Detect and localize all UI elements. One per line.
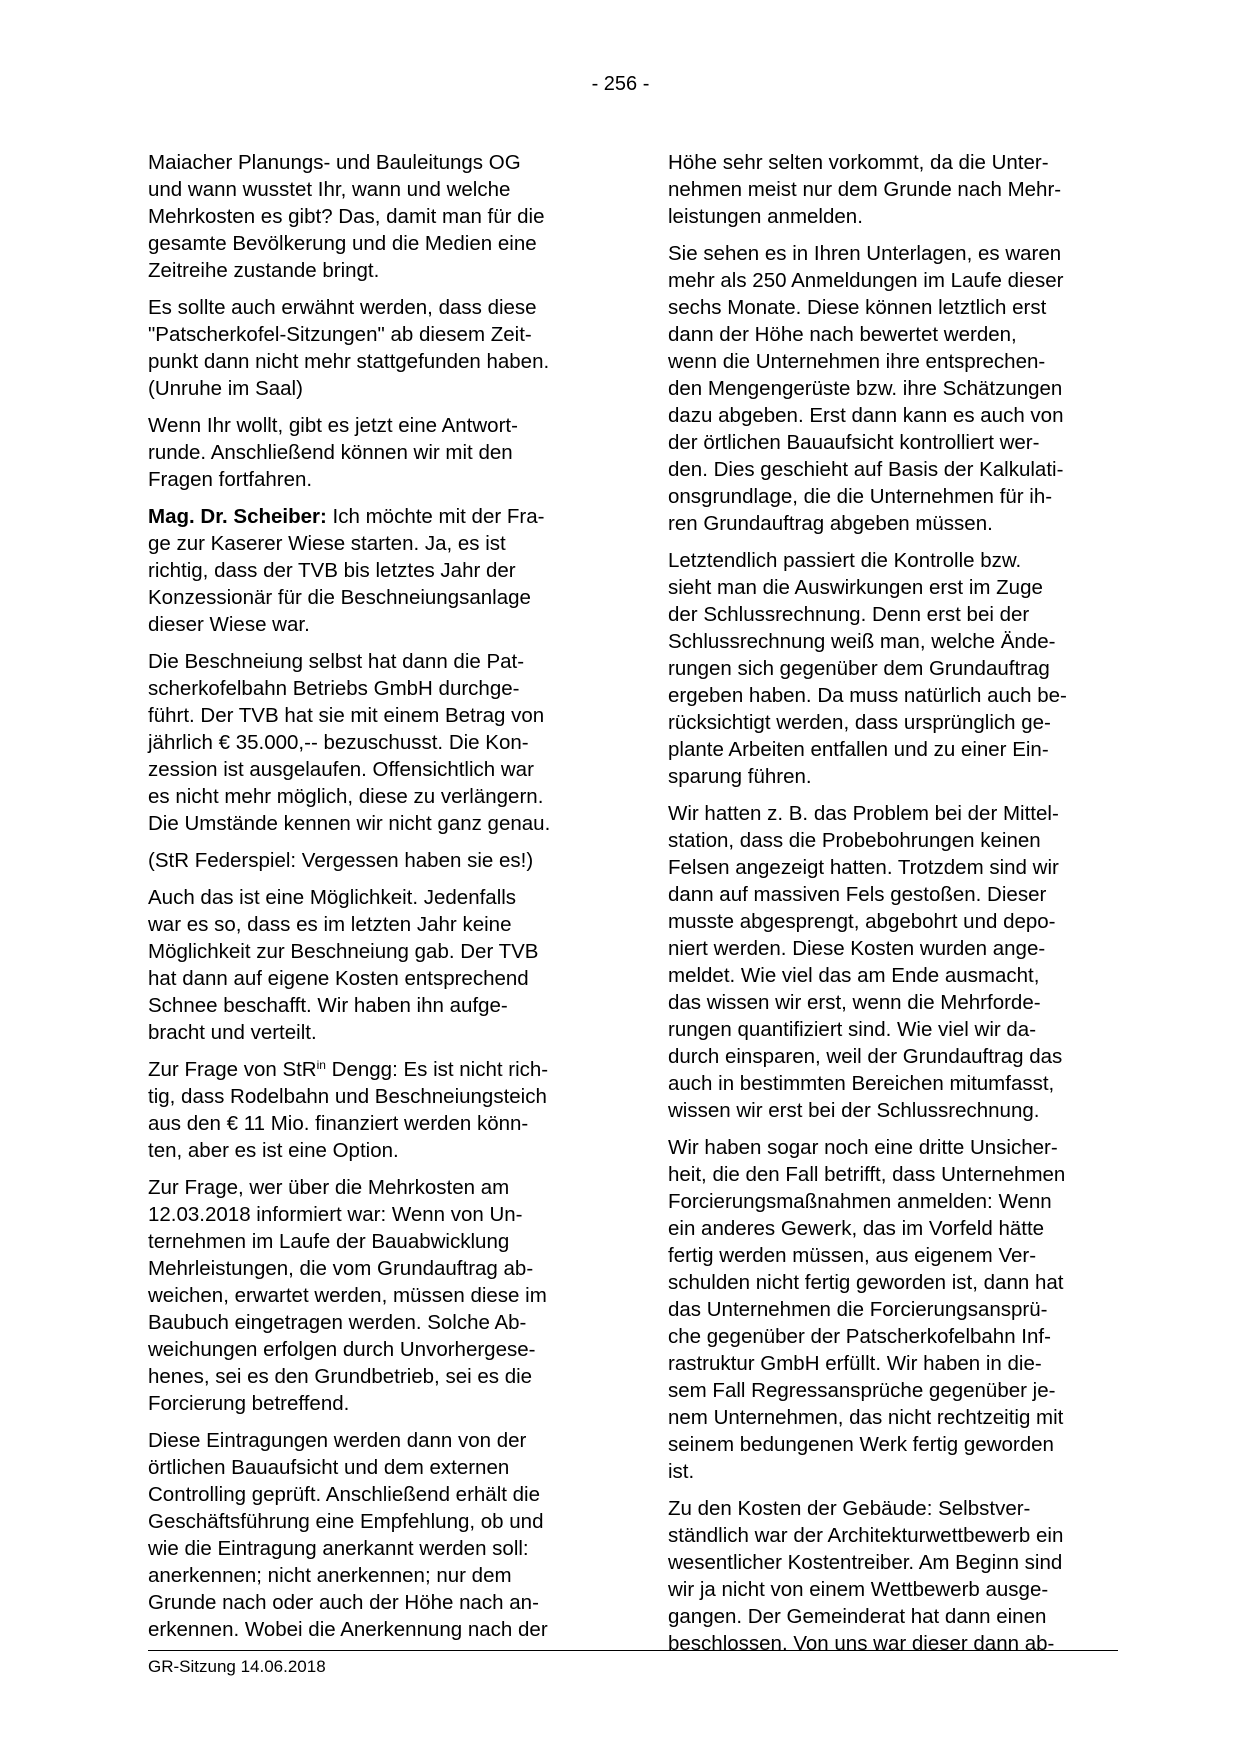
text-line: ständlich war der Architekturwettbewerb ein [668, 1524, 1064, 1547]
text-line: Wir hatten z. B. das Problem bei der Mittel- [668, 802, 1059, 825]
text-line: wenn die Unternehmen ihre entsprechen- [668, 350, 1046, 373]
text-line: anerkennen; nicht anerkennen; nur dem [148, 1564, 512, 1587]
text-line: auch in bestimmten Bereichen mitumfasst, [668, 1072, 1055, 1095]
text-line: leistungen anmelden. [668, 205, 863, 228]
text-line: plante Arbeiten entfallen und zu einer Ein- [668, 738, 1049, 761]
text-line: heit, die den Fall betrifft, dass Unternehmen [668, 1163, 1066, 1186]
text-line: nem Unternehmen, das nicht rechtzeitig mit [668, 1406, 1064, 1429]
text-line: rastruktur GmbH erfüllt. Wir haben in die- [668, 1352, 1042, 1375]
text-line: schulden nicht fertig geworden ist, dann hat [668, 1271, 1064, 1294]
text-line: gesamte Bevölkerung und die Medien eine [148, 232, 537, 255]
text-line: Forcierungsmaßnahmen anmelden: Wenn [668, 1190, 1052, 1213]
text-line: Geschäftsführung eine Empfehlung, ob und [148, 1510, 544, 1533]
paragraph [148, 412, 600, 493]
text-span: Dengg: Es ist nicht rich- [325, 1058, 549, 1081]
text-line: wesentlicher Kostentreiber. Am Beginn sind [668, 1551, 1063, 1574]
text-line: dieser Wiese war. [148, 613, 310, 636]
text-line: punkt dann nicht mehr stattgefunden haben. [148, 350, 550, 373]
text-line: (Unruhe im Saal) [148, 377, 303, 400]
text-line: bracht und verteilt. [148, 1021, 317, 1044]
text-line: "Patscherkofel-Sitzungen" ab diesem Zeit- [148, 323, 532, 346]
text-line: Wir haben sogar noch eine dritte Unsicher- [668, 1136, 1058, 1159]
text-line: Maiacher Planungs- und Bauleitungs OG [148, 151, 521, 174]
paragraph [148, 1056, 600, 1164]
text-line: runde. Anschließend können wir mit den [148, 441, 513, 464]
text-line: Grunde nach oder auch der Höhe nach an- [148, 1591, 539, 1614]
text-line: scherkofelbahn Betriebs GmbH durchge- [148, 677, 520, 700]
text-line: Sie sehen es in Ihren Unterlagen, es waren [668, 242, 1062, 265]
page-number: - 256 - [591, 73, 650, 95]
text-line: onsgrundlage, die die Unternehmen für ih- [668, 485, 1053, 508]
text-line: 12.03.2018 informiert war: Wenn von Un- [148, 1203, 523, 1226]
text-line: station, dass die Probebohrungen keinen [668, 829, 1041, 852]
paragraph [148, 648, 600, 837]
text-line: ergeben haben. Da muss natürlich auch be- [668, 684, 1067, 707]
text-line: das wissen wir erst, wenn die Mehrforde- [668, 991, 1041, 1014]
paragraph [148, 294, 600, 402]
text-line: Die Beschneiung selbst hat dann die Pat- [148, 650, 525, 673]
text-line: henes, sei es den Grundbetrieb, sei es die [148, 1365, 533, 1388]
paragraph [668, 240, 1120, 537]
text-line: Mehrkosten es gibt? Das, damit man für die [148, 205, 545, 228]
text-line: den Mengengerüste bzw. ihre Schätzungen [668, 377, 1063, 400]
text-line: Controlling geprüft. Anschließend erhält die [148, 1483, 541, 1506]
text-line: Felsen angezeigt hatten. Trotzdem sind wir [668, 856, 1059, 879]
text-line: wie die Eintragung anerkannt werden soll: [148, 1537, 529, 1560]
text-line: Schlussrechnung weiß man, welche Ände- [668, 630, 1056, 653]
text-span: Ich möchte mit der Fra- [326, 505, 545, 528]
text-line: Konzessionär für die Beschneiungsanlage [148, 586, 531, 609]
paragraph [668, 800, 1120, 1124]
text-line: Baubuch eingetragen werden. Solche Ab- [148, 1311, 527, 1334]
paragraph [148, 503, 600, 638]
text-line: fertig werden müssen, aus eigenem Ver- [668, 1244, 1037, 1267]
paragraph [668, 1495, 1120, 1657]
text-line: sem Fall Regressansprüche gegenüber je- [668, 1379, 1056, 1402]
text-line: es nicht mehr möglich, diese zu verlängern. [148, 785, 544, 808]
text-line: weichen, erwartet werden, müssen diese im [148, 1284, 547, 1307]
text-line: rücksichtigt werden, dass ursprünglich ge- [668, 711, 1051, 734]
text-line: Die Umstände kennen wir nicht ganz genau. [148, 812, 551, 835]
text-line: erkennen. Wobei die Anerkennung nach der [148, 1618, 548, 1641]
text-line: jährlich € 35.000,-- bezuschusst. Die Kon- [148, 731, 529, 754]
paragraph [148, 884, 600, 1046]
text-line: Zu den Kosten der Gebäude: Selbstver- [668, 1497, 1031, 1520]
text-line: örtlichen Bauaufsicht und dem externen [148, 1456, 510, 1479]
text-line: ternehmen im Laufe der Bauabwicklung [148, 1230, 510, 1253]
text-line: Möglichkeit zur Beschneiung gab. Der TVB [148, 940, 539, 963]
text-line: Zeitreihe zustande bringt. [148, 259, 380, 282]
text-line: ren Grundauftrag abgeben müssen. [668, 512, 993, 535]
text-line: Auch das ist eine Möglichkeit. Jedenfalls [148, 886, 517, 909]
text-line: Letztendlich passiert die Kontrolle bzw. [668, 549, 1022, 572]
text-line: richtig, dass der TVB bis letztes Jahr der [148, 559, 516, 582]
text-line: ge zur Kaserer Wiese starten. Ja, es ist [148, 532, 506, 555]
text-span: Zur Frage von StR [148, 1058, 317, 1081]
text-line: che gegenüber der Patscherkofelbahn Inf- [668, 1325, 1051, 1348]
paragraph [148, 1174, 600, 1417]
text-line: aus den € 11 Mio. finanziert werden könn- [148, 1112, 529, 1135]
left-text-column [148, 149, 600, 1653]
paragraph [148, 847, 600, 874]
text-line: Mehrleistungen, die vom Grundauftrag ab- [148, 1257, 534, 1280]
text-line: das Unternehmen die Forcierungsansprü- [668, 1298, 1048, 1321]
text-line: Forcierung betreffend. [148, 1392, 350, 1415]
text-line: Wenn Ihr wollt, gibt es jetzt eine Antwort- [148, 414, 518, 437]
text-line: zession ist ausgelaufen. Offensichtlich war [148, 758, 534, 781]
text-line: sieht man die Auswirkungen erst im Zuge [668, 576, 1043, 599]
text-line: nehmen meist nur dem Grunde nach Mehr- [668, 178, 1062, 201]
text-line: der Schlussrechnung. Denn erst bei der [668, 603, 1030, 626]
text-line: mehr als 250 Anmeldungen im Laufe dieser [668, 269, 1064, 292]
text-line: dazu abgeben. Erst dann kann es auch von [668, 404, 1064, 427]
text-line: Es sollte auch erwähnt werden, dass diese [148, 296, 537, 319]
speaker-name: Mag. Dr. Scheiber: [148, 505, 327, 528]
text-line: war es so, dass es im letzten Jahr keine [148, 913, 512, 936]
text-line: (StR Federspiel: Vergessen haben sie es!) [148, 849, 534, 872]
text-line: durch einsparen, weil der Grundauftrag das [668, 1045, 1063, 1068]
text-line: Schnee beschafft. Wir haben ihn aufge- [148, 994, 508, 1017]
text-line: Fragen fortfahren. [148, 468, 313, 491]
text-line: und wann wusstet Ihr, wann und welche [148, 178, 511, 201]
paragraph [668, 149, 1120, 230]
text-line: sparung führen. [668, 765, 812, 788]
text-line: rungen sich gegenüber dem Grundauftrag [668, 657, 1050, 680]
text-line: meldet. Wie viel das am Ende ausmacht, [668, 964, 1040, 987]
footer-session-date: GR-Sitzung 14.06.2018 [148, 1657, 326, 1676]
footer-divider [148, 1650, 1118, 1651]
text-line: seinem bedungenen Werk fertig geworden [668, 1433, 1054, 1456]
text-line: ten, aber es ist eine Option. [148, 1139, 399, 1162]
text-line: musste abgesprengt, abgebohrt und depo- [668, 910, 1056, 933]
paragraph [148, 1427, 600, 1643]
paragraph [668, 547, 1120, 790]
text-line: gangen. Der Gemeinderat hat dann einen [668, 1605, 1047, 1628]
text-line [148, 503, 600, 530]
text-line: beschlossen. Von uns war dieser dann ab- [668, 1632, 1055, 1655]
superscript: in [316, 1058, 326, 1072]
text-line: tig, dass Rodelbahn und Beschneiungsteich [148, 1085, 547, 1108]
text-line: hat dann auf eigene Kosten entsprechend [148, 967, 529, 990]
text-line: Diese Eintragungen werden dann von der [148, 1429, 527, 1452]
text-line: weichungen erfolgen durch Unvorhergese- [148, 1338, 536, 1361]
text-line: Zur Frage, wer über die Mehrkosten am [148, 1176, 510, 1199]
text-line: wir ja nicht von einem Wettbewerb ausge- [668, 1578, 1049, 1601]
text-line: ist. [668, 1460, 695, 1483]
text-line: ein anderes Gewerk, das im Vorfeld hätte [668, 1217, 1045, 1240]
text-line [148, 1056, 600, 1083]
right-text-column [668, 149, 1120, 1667]
text-line: niert werden. Diese Kosten wurden ange- [668, 937, 1046, 960]
text-line: sechs Monate. Diese können letztlich erst [668, 296, 1047, 319]
text-line: Höhe sehr selten vorkommt, da die Unter- [668, 151, 1049, 174]
paragraph [668, 1134, 1120, 1485]
text-line: führt. Der TVB hat sie mit einem Betrag von [148, 704, 545, 727]
paragraph [148, 149, 600, 284]
text-line: den. Dies geschieht auf Basis der Kalkulati- [668, 458, 1064, 481]
text-line: wissen wir erst bei der Schlussrechnung. [668, 1099, 1040, 1122]
text-line: der örtlichen Bauaufsicht kontrolliert wer- [668, 431, 1040, 454]
text-line: dann auf massiven Fels gestoßen. Dieser [668, 883, 1047, 906]
text-line: rungen quantifiziert sind. Wie viel wir da- [668, 1018, 1037, 1041]
text-line: dann der Höhe nach bewertet werden, [668, 323, 1017, 346]
